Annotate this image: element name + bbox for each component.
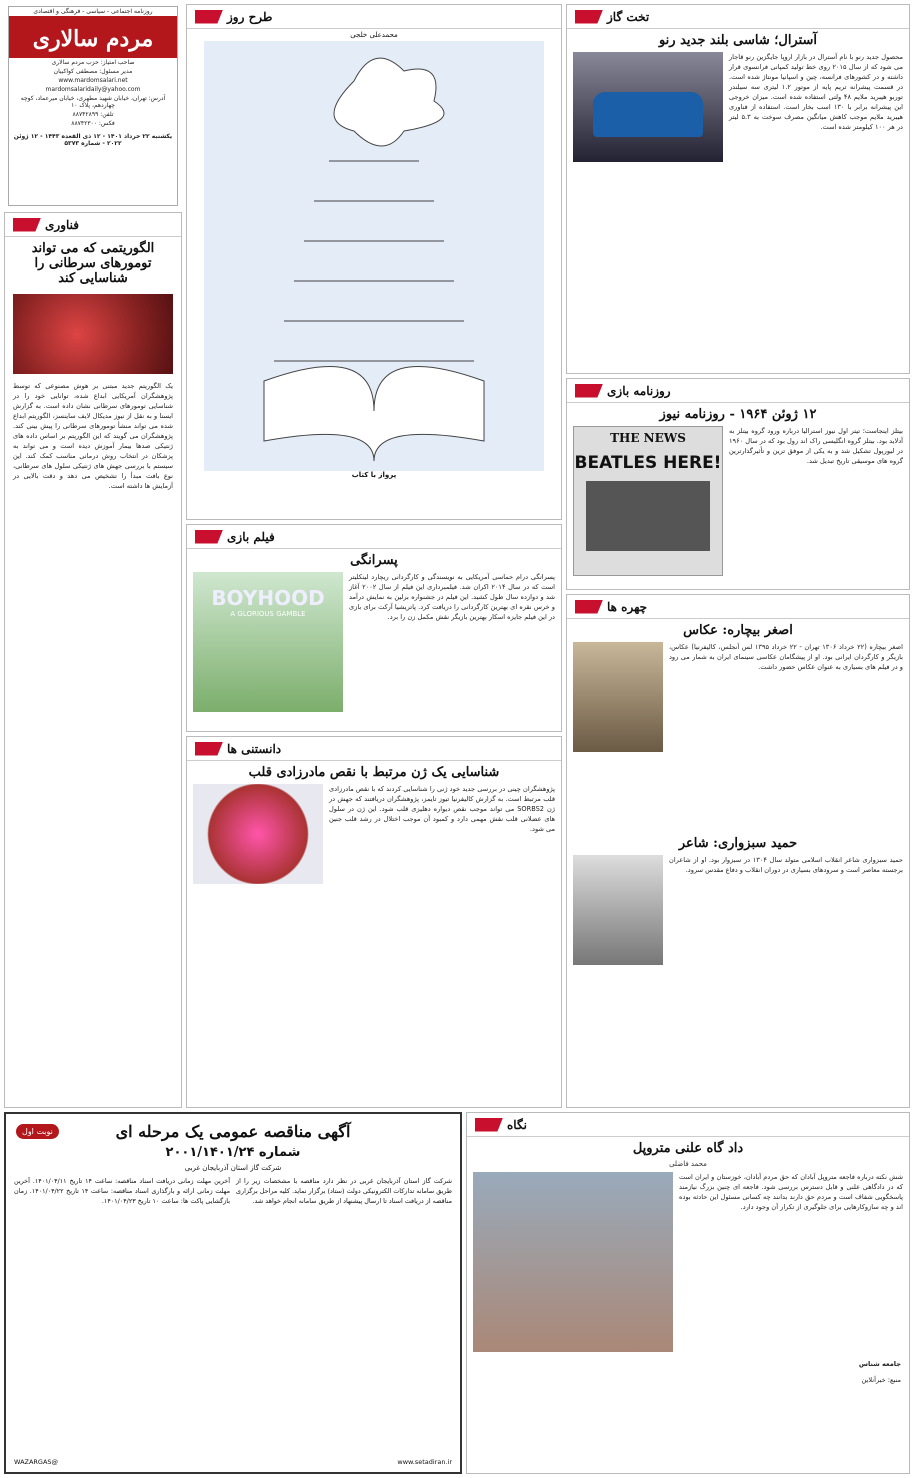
car-image (573, 52, 723, 162)
film-article (186, 524, 562, 732)
collapsed-building-photo (473, 1172, 673, 1352)
clipping-headline: BEATLES HERE! (574, 453, 722, 473)
section-bar-icon (195, 10, 223, 24)
section-label: فناوری (45, 217, 79, 232)
section-label: نگاه (507, 1117, 527, 1132)
section-label: طرح روز (227, 9, 273, 24)
ad-column-right: شرکت گاز استان آذربایجان غربی در نظر دارد مناقصه با مشخصات زیر را از طریق سامانه تدارکات الکترونیکی دولت (ستاد) برگزار نماید. کلیه مراحل برگزاری مناقصه از دریافت اسناد تا ارسال پیشنهاد از طریق سامانه انجام خواهد شد. (236, 1177, 452, 1205)
retro-newspaper-article (566, 378, 910, 590)
section-label: دانستنی ها (227, 741, 282, 756)
section-bar-icon (575, 10, 603, 24)
section-bar-icon (575, 600, 603, 614)
section-label: تخت گاز (607, 9, 650, 24)
round-badge: نوبت اول (16, 1124, 59, 1139)
ad-website[interactable]: www.setadiran.ir (397, 1458, 452, 1466)
ad-title: آگهی مناقصه عمومی یک مرحله ای (115, 1122, 351, 1141)
phone: تلفن: ۸۸۷۴۲۸۹۹ (72, 111, 114, 118)
car-article (566, 4, 910, 374)
section-bar-icon (195, 530, 223, 544)
article-body: بیتلز اینجاست؛ تیتر اول نیوز استرالیا درباره ورود گروه بیتلز به آدلاید بود. بیتلز گروه انگلیسی راک اند رول بود که در سال ۱۹۶۰ در لیورپول تشکیل شد و به یکی از موفق ترین و تأثیرگذارترین گروه های موسیقی تاریخ تبدیل شد. (729, 427, 903, 465)
heart-model-image (193, 784, 323, 884)
newspaper-logo: مردم سالاری (9, 16, 177, 58)
section-bar-icon (195, 742, 223, 756)
cartoon-image (204, 41, 544, 471)
section-bar-icon (575, 384, 603, 398)
section-bar-icon (475, 1118, 503, 1132)
poster-subtitle: A GLORIOUS GAMBLE (230, 610, 306, 618)
article-title: شناسایی یک ژن مرتبط با نقص مادرزادی قلب (248, 765, 500, 780)
section-label: چهره ها (607, 599, 648, 614)
masthead-kicker: روزنامه اجتماعی - سیاسی - فرهنگی و اقتصادی (33, 8, 153, 15)
portrait-photo (573, 642, 663, 752)
masthead (8, 6, 178, 206)
article-title: پسرانگی (350, 553, 398, 568)
profile-body-1: اصغر بیچاره (۲۲ خرداد ۱۳۰۶ تهران - ۲۲ خرداد ۱۳۹۵ لس آنجلس، کالیفرنیا) عکاس، بازیگر و کارگردان ایرانی بود. او از پیشگامان عکاسی سینمای ایران به شمار می رود و در فیلم های بسیاری به عنوان عکاس حضور داشت. (669, 643, 903, 671)
author: محمد فاضلی (669, 1160, 707, 1168)
movie-poster (193, 572, 343, 712)
email[interactable]: mardomsalaridaily@yahoo.com (45, 86, 141, 93)
article-title: آسترال؛ شاسی بلند جدید رنو (658, 33, 818, 48)
ad-column-left: آخرین مهلت زمانی دریافت اسناد مناقصه: ساعت ۱۴ تاریخ ۱۴۰۱/۰۴/۱۱. آخرین مهلت زمانی ارائه و بارگذاری اسناد مناقصه: ساعت ۱۴ تاریخ ۱۴۰۱/۰۴/۲۲. زمان بازگشایی پاکت ها: ساعت ۱۰ تاریخ ۱۴۰۱/۰۴/۲۳. (14, 1177, 230, 1205)
address: آدرس: تهران، خیابان شهید مطهری، خیابان میرعماد، کوچه چهاردهم، پلاک ۱۰ (20, 95, 166, 109)
website[interactable]: www.mardomsalari.net (58, 77, 128, 84)
author-role: جامعه شناس (858, 1360, 901, 1368)
tech-article (4, 212, 182, 1108)
cartoon-section (186, 4, 562, 520)
section-label: فیلم بازی (227, 529, 275, 544)
section-bar-icon (13, 218, 41, 232)
faces-article (566, 594, 910, 1108)
section-label: روزنامه بازی (607, 383, 671, 398)
newspaper-clipping (573, 426, 723, 576)
ad-number: شماره ۲۰۰۱/۱۴۰۱/۲۴ (165, 1145, 301, 1160)
article-title: الگوریتمی که می تواند تومورهای سرطانی را شناسایی کند (31, 241, 155, 286)
fax: فکس: ۸۸۷۴۲۳۰۰ (71, 120, 115, 127)
portrait-photo (573, 855, 663, 965)
cancer-cell-image (13, 294, 173, 374)
poster-title: BOYHOOD (211, 586, 325, 610)
source: منبع: خبرآنلاین (861, 1376, 901, 1384)
ad-twitter[interactable]: @WAZARGAS (14, 1458, 59, 1466)
opinion-article (466, 1112, 910, 1474)
profile-title-1: اصغر بیچاره: عکاس (683, 623, 793, 638)
article-body: شش نکته درباره فاجعه متروپل آبادان که حق مردم آبادان، خوزستان و ایران است که در دادگاهی علنی و قابل دسترس بررسی شود. فاجعه ای چنین بزرگ نیازمند پاسخگویی شفاف است و مردم حق دارند بدانند چه کسانی مسئول این حادثه بوده اند و چه سازوکارهایی برای جلوگیری از تکرار آن وجود دارد. (679, 1173, 903, 1211)
tender-ad (4, 1112, 462, 1474)
profile-body-2: حمید سبزواری شاعر انقلاب اسلامی متولد سال ۱۳۰۴ در سبزوار بود. او از شاعران برجسته معاصر است و سرودهای بسیاری در دوران انقلاب و دفاع مقدس سرود. (669, 856, 903, 874)
clipping-masthead: THE NEWS (610, 431, 686, 445)
profile-title-2: حمید سبزواری: شاعر (678, 836, 798, 851)
issue-date: یکشنبه ۲۲ خرداد ۱۴۰۱ - ۱۲ ذی القعده ۱۴۴۳ - ۱۲ ژوئن ۲۰۲۲ - شماره ۵۳۷۳ (13, 133, 173, 147)
artist-name: محمدعلی خلجی (350, 31, 398, 39)
article-body: پژوهشگران چینی در بررسی جدید خود ژنی را شناسایی کردند که با نقص مادرزادی قلب مرتبط است. به گزارش کالیفرنیا تیوز تایمز، پژوهشگران دریافتند که جهش در ژن SORBS2 می تواند موجب نقص دیواره دهلیزی قلب شود. این ژن در سلول های عضلانی قلب نقش مهمی دارد و کمبود آن موجب اختلال در رشد قلب جنین می شود. (329, 785, 555, 833)
article-body: محصول جدید رنو با نام آسترال در بازار اروپا جایگزین رنو قاجار می شود که از سال ۲۰۱۵ روی خط تولید کمپانی فرانسوی قرار داشته و در کشورهای فرانسه، چین و اسپانیا مونتاژ شده است. در قسمت پیشرانه تریم پایه از موتور ۱.۲ لیتری سه سیلندر توربو هیبرید ملایم ۴۸ ولتی استفاده شده است. میزان خروجی این پیشرانه برابر با ۱۳۰ اسب بخار است. استفاده از فناوری هیبرید ملایم موجب کاهش میانگین مصرف سوخت به ۵.۳ لیتر در هر ۱۰۰ کیلومتر شده است. (729, 53, 904, 131)
chief-editor: مدیر مسئول: مصطفی کواکبیان (53, 68, 133, 75)
publisher: صاحب امتیاز: حزب مردم سالاری (51, 59, 135, 66)
cartoon-caption: پرواز با کتاب (351, 471, 397, 479)
article-body: پسرانگی درام حماسی آمریکایی به نویسندگی و کارگردانی ریچارد لینکلیتر است که در سال ۲۰۱۴ اکران شد. فیلمبرداری این فیلم از سال ۲۰۰۲ آغاز شد و دوازده سال طول کشید. این فیلم در جشنواره برلین به نمایش درآمد و خرس نقره ای بهترین کارگردانی را دریافت کرد. پاتریشیا آرکت برای بازی در این فیلم جایزه اسکار بهترین بازیگر نقش مکمل زن را برد. (349, 573, 555, 621)
article-title: ۱۲ ژوئن ۱۹۶۴ - روزنامه نیوز (659, 407, 817, 422)
ad-company: شرکت گاز استان آذربایجان غربی (184, 1164, 282, 1172)
article-body: یک الگوریتم جدید مبتنی بر هوش مصنوعی که توسط پژوهشگران آمریکایی ابداع شده، توانایی خود را در شناسایی تومورهای سرطانی نشان داده است. به گزارش ایسنا و به نقل از نیوز مدیکال لایف ساینسز، الگوریتم ابداع شده می تواند منشأ تومورهای سرطانی را پیش بینی کند. پژوهشگران می گویند که این الگوریتم بر اساس داده های ژنتیکی صدها بیمار آموزش دیده است و می تواند به پزشکان در انتخاب روش درمانی مناسب کمک کند. این سیستم با بررسی جهش های ژنتیکی سلول های سرطانی، نوع بافت مبدأ را تشخیص می دهد و دقت بالایی در آزمایش ها داشته است. (13, 382, 173, 490)
science-article (186, 736, 562, 1108)
article-title: داد گاه علنی متروپل (632, 1141, 744, 1156)
